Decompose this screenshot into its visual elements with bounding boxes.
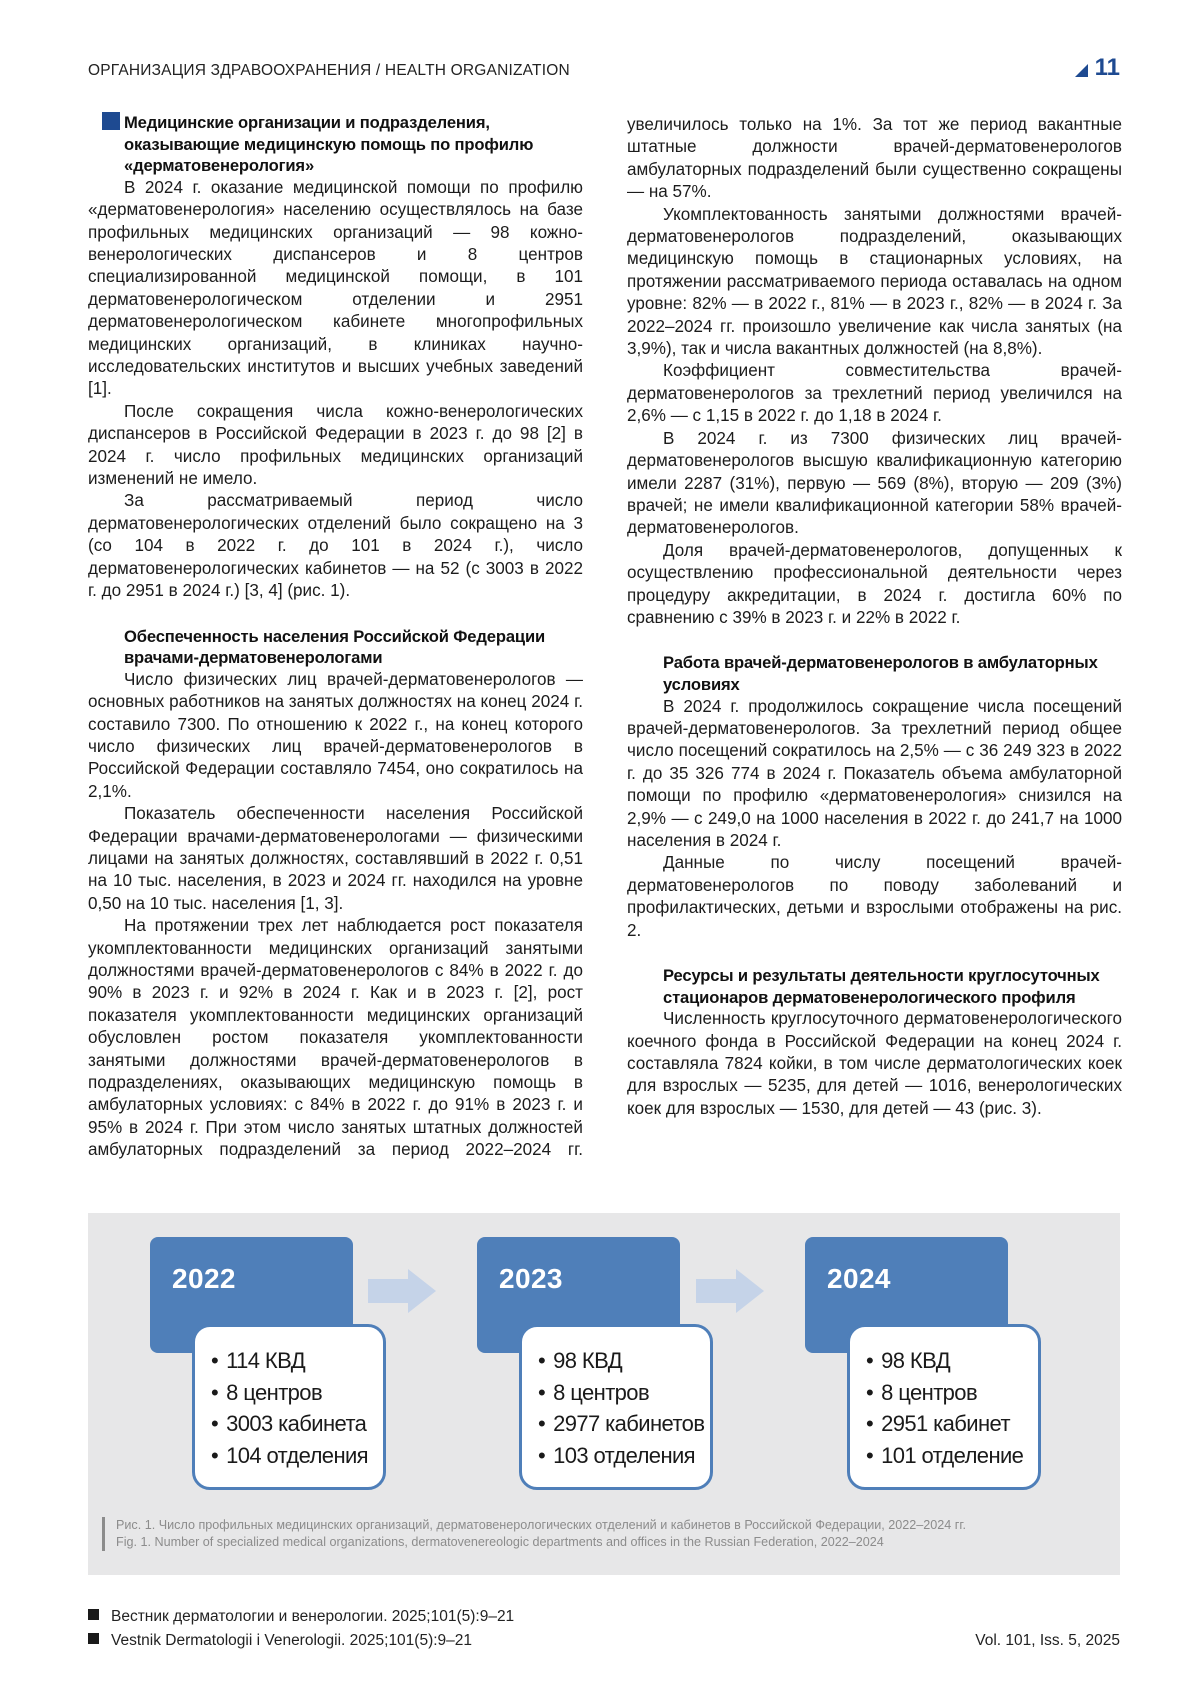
year-card-2023 xyxy=(477,1237,705,1492)
arrow-right-icon xyxy=(368,1269,436,1313)
card-year: 2024 xyxy=(827,1263,891,1294)
card-body xyxy=(847,1324,1041,1490)
card-item: • 98 КВД xyxy=(538,1345,710,1377)
section-title: ОРГАНИЗАЦИЯ ЗДРАВООХРАНЕНИЯ / HEALTH ORGANIZATION xyxy=(88,62,570,79)
caption-ru: Рис. 1. Число профильных медицинских организаций, дерматовенерологических отделений и кабинетов в Российской Федерации, 2022–2024 гг. xyxy=(116,1518,966,1532)
paragraph: За рассматриваемый период число дерматовенерологических отделений было сокращено на 3 (со 104 в 2022 г. до 101 в 2024 г.), число дерматовенерологических кабинетов — на 52 (с 3003 в 2022 г. до 2951 в 2024 г.) [3, 4] (рис. 1). xyxy=(88,491,583,601)
paragraph: Число физических лиц врачей-дерматовенерологов — основных работников на занятых должностях на конец 2024 г. составило 7300. По отношению к 2022 г., на конец которого число физических лиц врачей-дерматовенерологов в Российской Федерации составляло 7454, оно сократилось на 2,1%. xyxy=(88,669,583,801)
card-item: • 101 отделение xyxy=(866,1440,1038,1472)
square-bullet-icon xyxy=(88,1633,99,1644)
paragraph: Численность круглосуточного дерматовенерологического коечного фонда в Российской Федерации на конец 2024 г. составляла 7824 койки, в том числе дерматологических коек для взрослых — 5235, для детей — 1016, венерологических коек для взрослых — 1530, для детей — 43 (рис. 3). xyxy=(627,1009,1122,1118)
card-item: • 2977 кабинетов xyxy=(538,1408,710,1440)
card-item: • 114 КВД xyxy=(211,1345,383,1377)
journal-citation-ru: Вестник дерматологии и венерологии. 2025;101(5):9–21 xyxy=(88,1608,514,1626)
right-column xyxy=(627,114,1122,1120)
paragraph: Показатель обеспеченности населения Российской Федерации врачами-дерматовенерологами — физическими лицами на занятых должностях, составлявший в 2022 г. 0,51 на 10 тыс. населения, в 2023 и 2024 гг. находился на уровне 0,50 на 10 тыс. населения [1, 3]. xyxy=(88,804,583,913)
year-card-2022 xyxy=(150,1237,368,1492)
running-footer xyxy=(88,1608,1120,1658)
paragraph: Коэффициент совместительства врачей-дерматовенерологов за трехлетний период увеличился на 2,6% — с 1,15 в 2022 г. до 1,18 в 2024 г. xyxy=(627,361,1122,426)
card-item: • 103 отделения xyxy=(538,1440,710,1472)
paragraph: На протяжении трех лет наблюдается рост показателя укомплектованности медицинских организаций занятыми должностями врачей-дерматовенерологов с 84% в 2022 г. до 90% в 2023 г. и 92% в 2024 г. Как и в 2023 г. [2], рост показателя укомплектованности медицинских организаций обусловлен ростом показателя укомплектованности занятыми должностями врачей-дерматовенерологов в подразделениях, оказывающих медицинскую помощь в амбулаторных условиях: с 84% в 2022 г. до 91% в 2023 г. и 95% в 2024 г. При этом число занятых штатных должностей амбулаторных подразделений за период 2022–2024 гг. xyxy=(88,916,583,1160)
figure-1 xyxy=(88,1213,1120,1575)
card-item: • 104 отделения xyxy=(211,1440,383,1472)
card-item: • 8 центров xyxy=(211,1377,383,1409)
paragraph: В 2024 г. оказание медицинской помощи по профилю «дерматовенерология» населению осуществлялось на базе профильных медицинских организаций — 98 кожно-венерологических диспансеров и 8 центров специализированной медицинской помощи, в 101 дерматовенерологическом отделении и 2951 дерматовенерологическом кабинете многопрофильных медицинских организаций, в клиниках научно-исследовательских институтов и высших учебных заведений [1]. xyxy=(88,177,583,399)
card-item: • 8 центров xyxy=(866,1377,1038,1409)
left-column xyxy=(88,112,583,1162)
caption-en: Fig. 1. Number of specialized medical organizations, dermatovenereologic departments and offices in the Russian Federation, 2022–2024 xyxy=(116,1535,884,1549)
paragraph: В 2024 г. продолжилось сокращение числа посещений врачей-дерматовенерологов. За трехлетний период общее число посещений сократилось на 2,5% — с 36 249 323 в 2022 г. до 35 326 774 в 2024 г. Показатель объема амбулаторной помощи по профилю «дерматовенерология» снизился на 2,9% — с 249,0 на 1000 населения в 2022 г. до 241,7 на 1000 населения в 2024 г. xyxy=(627,696,1122,850)
square-bullet-icon xyxy=(88,1609,99,1620)
card-year: 2023 xyxy=(499,1263,563,1294)
year-card-2024 xyxy=(805,1237,1024,1492)
card-year: 2022 xyxy=(172,1263,236,1294)
section-heading: Ресурсы и результаты деятельности круглосуточных стационаров дерматовенерологического профиля xyxy=(663,966,1100,1007)
heading-text: Медицинские организации и подразделения, оказывающие медицинскую помощь по профилю «дерматовенерология» xyxy=(124,113,534,176)
card-item: • 8 центров xyxy=(538,1377,710,1409)
paragraph: увеличилось только на 1%. За тот же период вакантные штатные должности врачей-дерматовенерологов амбулаторных подразделений были существенно сокращены — на 57%. xyxy=(627,115,1122,202)
card-item: • 98 КВД xyxy=(866,1345,1038,1377)
paragraph: Укомплектованность занятыми должностями врачей-дерматовенерологов подразделений, оказывающих медицинскую помощь в стационарных условиях, на протяжении рассматриваемого периода оставалась на одном уровне: 82% — в 2022 г., 81% — в 2023 г., 82% — в 2024 г. За 2022–2024 гг. произошло увеличение как числа занятых (на 3,9%), так и числа вакантных должностей (на 8,8%). xyxy=(627,204,1122,359)
square-bullet-icon xyxy=(102,112,120,130)
paragraph: Доля врачей-дерматовенерологов, допущенных к осуществлению профессиональной деятельности через процедуру аккредитации, в 2024 г. достигла 60% по сравнению с 39% в 2023 г. и 22% в 2022 г. xyxy=(627,540,1122,627)
section-heading xyxy=(88,112,583,177)
paragraph: Данные по числу посещений врачей-дерматовенерологов по поводу заболеваний и профилактических, детьми и взрослыми отображены на рис. 2. xyxy=(627,853,1122,940)
card-item: • 2951 кабинет xyxy=(866,1408,1038,1440)
volume-issue: Vol. 101, Iss. 5, 2025 xyxy=(975,1632,1120,1649)
card-body xyxy=(519,1324,713,1490)
section-heading: Обеспеченность населения Российской Федерации врачами-дерматовенерологами xyxy=(124,626,546,668)
journal-citation-en: Vestnik Dermatologii i Venerologii. 2025;101(5):9–21 xyxy=(88,1632,472,1650)
section-heading: Работа врачей-дерматовенерологов в амбулаторных условиях xyxy=(663,653,1098,694)
running-header xyxy=(88,54,1120,92)
arrow-right-icon xyxy=(696,1269,764,1313)
page-number: 11 xyxy=(1094,54,1120,81)
figure-caption xyxy=(102,1517,1116,1551)
paragraph: В 2024 г. из 7300 физических лиц врачей-дерматовенерологов высшую квалификационную категорию имели 2287 (31%), первую — 569 (8%), вторую — 209 (3%) врачей; не имели квалификационной категории 58% врачей-дерматовенерологов. xyxy=(627,428,1122,538)
paragraph: После сокращения числа кожно-венерологических диспансеров в Российской Федерации в 2023 г. до 98 [2] в 2024 г. число профильных медицинских организаций изменений не имело. xyxy=(88,401,583,489)
card-item: • 3003 кабинета xyxy=(211,1408,383,1440)
triangle-icon xyxy=(1075,64,1088,77)
card-body xyxy=(192,1324,386,1490)
